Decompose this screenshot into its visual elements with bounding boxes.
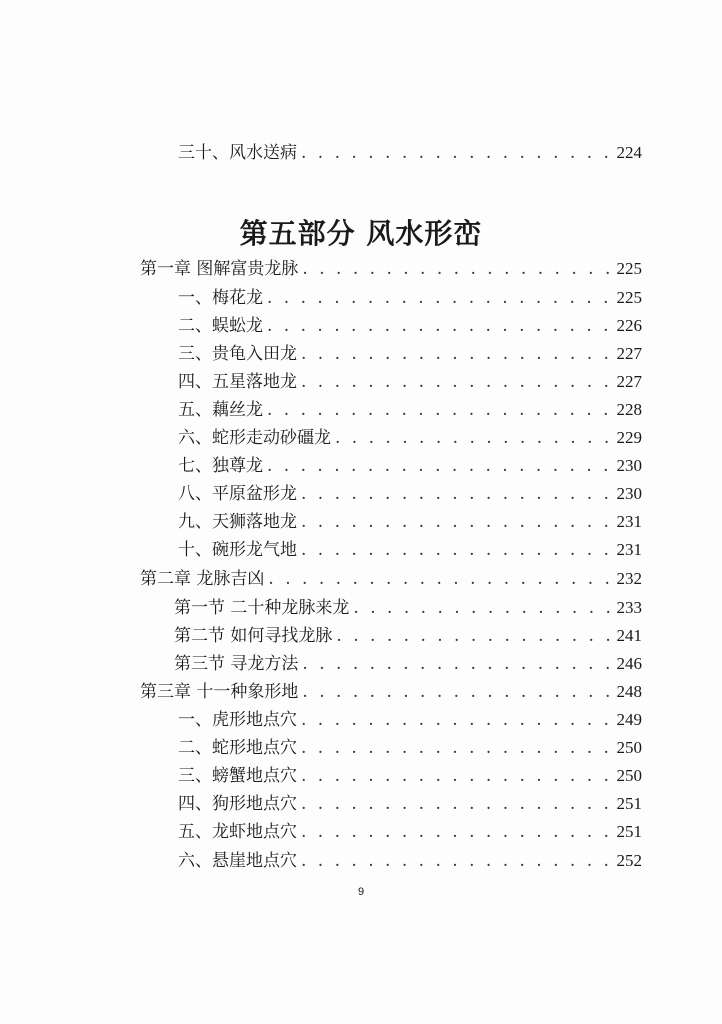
toc-entry-title: 五、藕丝龙 (178, 400, 263, 420)
toc-entry-page: 251 (616, 822, 642, 841)
toc-entry-page: 228 (616, 400, 642, 419)
dot-leader (301, 142, 611, 164)
dot-leader (301, 850, 611, 872)
toc-entry-page: 227 (616, 344, 642, 363)
dot-leader (267, 315, 611, 337)
dot-leader (301, 737, 611, 759)
toc-entry (178, 765, 642, 787)
toc-entry-title: 二、蛇形地点穴 (178, 738, 297, 758)
toc-entry-page: 226 (616, 316, 642, 335)
toc-entry-title: 第三章 十一种象形地 (140, 682, 299, 702)
dot-leader (267, 287, 611, 309)
toc-entry (178, 371, 642, 393)
toc-section (174, 653, 642, 675)
toc-entry-page: 241 (616, 626, 642, 645)
toc-entry (178, 315, 642, 337)
dot-leader (301, 709, 611, 731)
toc-entry (178, 539, 642, 561)
dot-leader (335, 427, 611, 449)
dot-leader (301, 765, 611, 787)
toc-entry-page: 227 (616, 372, 642, 391)
dot-leader (301, 483, 611, 505)
toc-entry-page: 249 (616, 710, 642, 729)
dot-leader (268, 568, 610, 590)
toc-section (174, 597, 642, 619)
toc-entry (178, 142, 642, 164)
toc-entry-title: 五、龙虾地点穴 (178, 822, 297, 842)
toc-entry (178, 483, 642, 505)
toc-entry (178, 455, 642, 477)
toc-entry-page: 225 (616, 259, 642, 278)
toc-entry-title: 三、贵龟入田龙 (178, 344, 297, 364)
toc-entry (178, 399, 642, 421)
dot-leader (353, 597, 610, 619)
toc-entry-title: 六、蛇形走动砂礓龙 (178, 428, 331, 448)
dot-leader (301, 793, 611, 815)
toc-entry-page: 246 (616, 654, 642, 673)
toc-entry-title: 四、狗形地点穴 (178, 794, 297, 814)
toc-entry-title: 九、天狮落地龙 (178, 512, 297, 532)
dot-leader (302, 258, 610, 280)
toc-entry-title: 三十、风水送病 (178, 143, 297, 163)
toc-section (174, 625, 642, 647)
toc-entry (178, 343, 642, 365)
toc-entry-title: 第一节 二十种龙脉来龙 (174, 598, 350, 618)
toc-entry (178, 427, 642, 449)
toc-entry-page: 230 (616, 456, 642, 475)
dot-leader (267, 455, 611, 477)
dot-leader (302, 681, 610, 703)
toc-entry-title: 一、梅花龙 (178, 288, 263, 308)
toc-entry-title: 第二节 如何寻找龙脉 (174, 626, 333, 646)
toc-entry-page: 230 (616, 484, 642, 503)
toc-entry-title: 六、悬崖地点穴 (178, 851, 297, 871)
part-title: 第五部分 风水形峦 (239, 217, 483, 250)
toc-entry-title: 七、独尊龙 (178, 456, 263, 476)
dot-leader (301, 511, 611, 533)
dot-leader (301, 343, 611, 365)
toc-entry-title: 第三节 寻龙方法 (174, 654, 299, 674)
dot-leader (301, 539, 611, 561)
toc-entry-page: 224 (616, 143, 642, 162)
toc-entry-page: 229 (616, 428, 642, 447)
toc-entry-title: 八、平原盆形龙 (178, 484, 297, 504)
toc-chapter (140, 568, 642, 590)
dot-leader (301, 821, 611, 843)
toc-chapter (140, 681, 642, 703)
toc-entry-title: 十、碗形龙气地 (178, 540, 297, 560)
toc-entry (178, 821, 642, 843)
toc-entry-page: 225 (616, 288, 642, 307)
footer-page-number: 9 (357, 886, 365, 898)
dot-leader (302, 653, 610, 675)
toc-entry-page: 250 (616, 738, 642, 757)
toc-entry-page: 252 (616, 851, 642, 870)
toc-entry (178, 287, 642, 309)
toc-entry-title: 四、五星落地龙 (178, 372, 297, 392)
toc-entry-title: 第二章 龙脉吉凶 (140, 569, 265, 589)
toc-entry (178, 850, 642, 872)
dot-leader (301, 371, 611, 393)
toc-entry-title: 一、虎形地点穴 (178, 710, 297, 730)
toc-entry (178, 793, 642, 815)
toc-entry (178, 709, 642, 731)
toc-entry-page: 233 (616, 598, 642, 617)
toc-entry-page: 251 (616, 794, 642, 813)
toc-entry-page: 232 (616, 569, 642, 588)
toc-entry-title: 三、螃蟹地点穴 (178, 766, 297, 786)
toc-entry-title: 第一章 图解富贵龙脉 (140, 259, 299, 279)
toc-entry-page: 248 (616, 682, 642, 701)
toc-chapter (140, 258, 642, 280)
toc-entry (178, 511, 642, 533)
toc-entry-page: 250 (616, 766, 642, 785)
toc-entry-title: 二、蜈蚣龙 (178, 316, 263, 336)
toc-entry (178, 737, 642, 759)
toc-entry-page: 231 (616, 540, 642, 559)
dot-leader (336, 625, 610, 647)
toc-entry-page: 231 (616, 512, 642, 531)
dot-leader (267, 399, 611, 421)
